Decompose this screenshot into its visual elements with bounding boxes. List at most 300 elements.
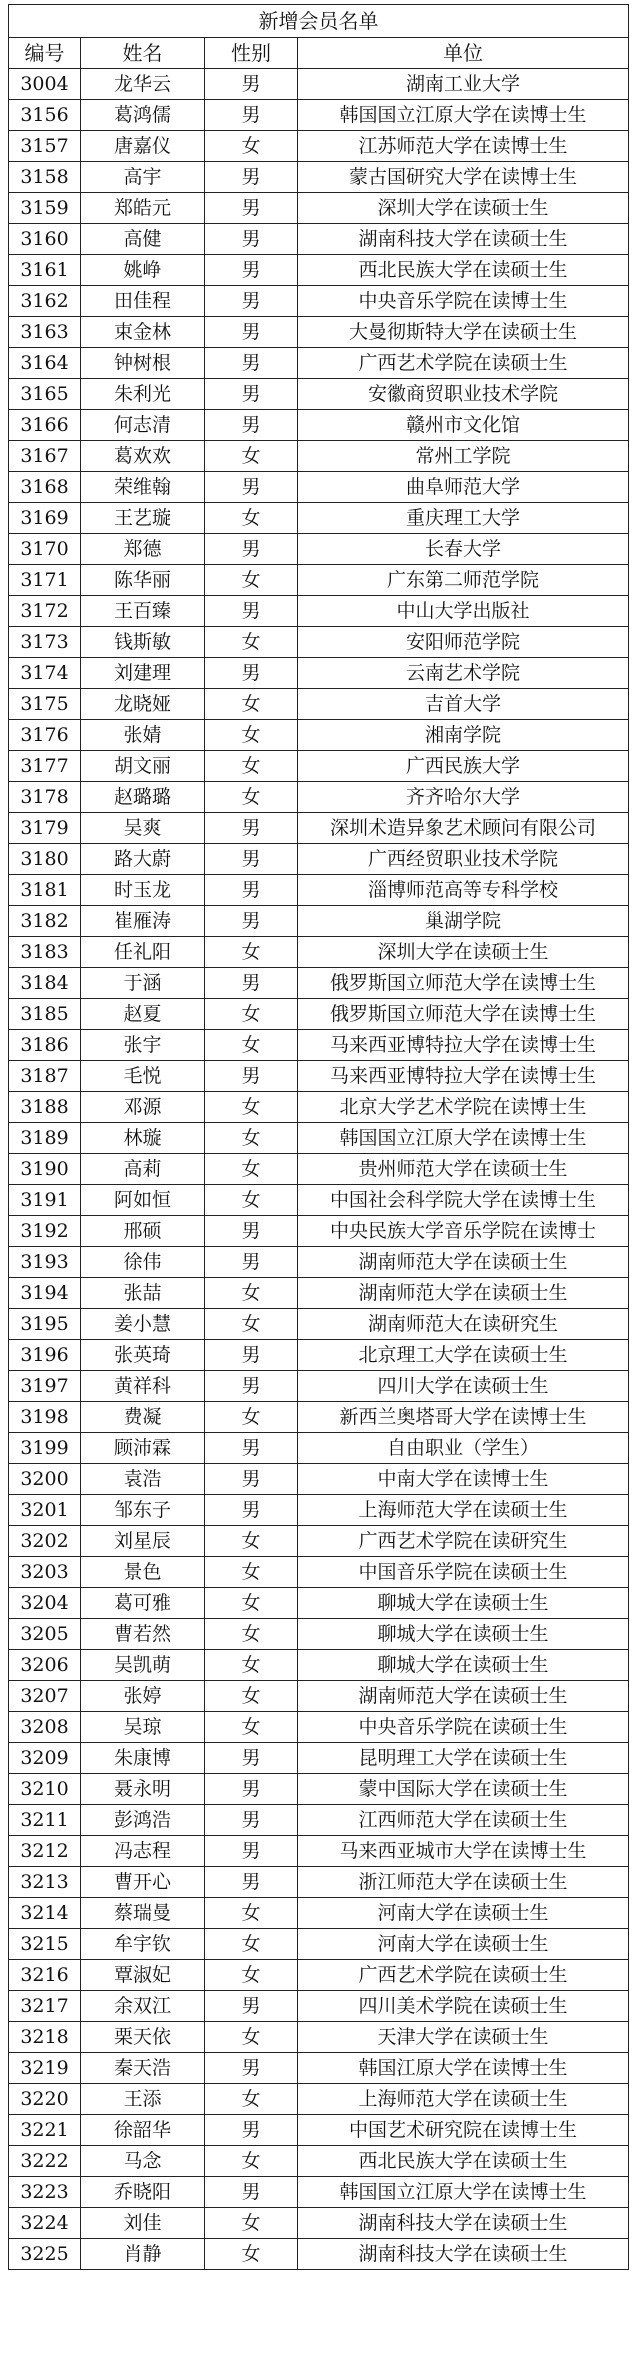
member-organization-cell: 江苏师范大学在读博士生 bbox=[298, 131, 629, 162]
table-row bbox=[9, 1743, 629, 1774]
member-number-cell: 3180 bbox=[9, 844, 81, 875]
table-row bbox=[9, 1092, 629, 1123]
member-organization-cell: 北京理工大学在读硕士生 bbox=[298, 1340, 629, 1371]
member-number-cell: 3166 bbox=[9, 410, 81, 441]
member-name-cell: 邹东子 bbox=[81, 1495, 205, 1526]
member-number-cell: 3181 bbox=[9, 875, 81, 906]
member-organization-cell: 上海师范大学在读硕士生 bbox=[298, 2084, 629, 2115]
member-organization-cell: 深圳术造异象艺术顾问有限公司 bbox=[298, 813, 629, 844]
member-number-cell: 3170 bbox=[9, 534, 81, 565]
member-name-cell: 张婷 bbox=[81, 1681, 205, 1712]
member-organization-cell: 马来西亚博特拉大学在读博士生 bbox=[298, 1061, 629, 1092]
member-name-cell: 龙晓娅 bbox=[81, 689, 205, 720]
member-name-cell: 姜小慧 bbox=[81, 1309, 205, 1340]
member-number-cell: 3203 bbox=[9, 1557, 81, 1588]
table-row bbox=[9, 999, 629, 1030]
table-row bbox=[9, 1650, 629, 1681]
table-row bbox=[9, 658, 629, 689]
member-gender-cell: 女 bbox=[205, 1619, 298, 1650]
member-organization-cell: 昆明理工大学在读硕士生 bbox=[298, 1743, 629, 1774]
member-name-cell: 邢硕 bbox=[81, 1216, 205, 1247]
member-gender-cell: 男 bbox=[205, 906, 298, 937]
member-organization-cell: 西北民族大学在读硕士生 bbox=[298, 2146, 629, 2177]
member-organization-cell: 浙江师范大学在读硕士生 bbox=[298, 1867, 629, 1898]
member-gender-cell: 男 bbox=[205, 1216, 298, 1247]
member-number-cell: 3172 bbox=[9, 596, 81, 627]
member-gender-cell: 男 bbox=[205, 1371, 298, 1402]
member-number-cell: 3187 bbox=[9, 1061, 81, 1092]
member-name-cell: 田佳程 bbox=[81, 286, 205, 317]
member-name-cell: 黄祥科 bbox=[81, 1371, 205, 1402]
member-number-cell: 3202 bbox=[9, 1526, 81, 1557]
table-row bbox=[9, 348, 629, 379]
member-organization-cell: 广西艺术学院在读研究生 bbox=[298, 1526, 629, 1557]
member-number-cell: 3215 bbox=[9, 1929, 81, 1960]
member-name-cell: 乔晓阳 bbox=[81, 2177, 205, 2208]
member-table bbox=[8, 4, 629, 2270]
member-number-cell: 3159 bbox=[9, 193, 81, 224]
member-gender-cell: 女 bbox=[205, 999, 298, 1030]
member-name-cell: 栗天依 bbox=[81, 2022, 205, 2053]
member-gender-cell: 女 bbox=[205, 1650, 298, 1681]
member-number-cell: 3167 bbox=[9, 441, 81, 472]
member-gender-cell: 女 bbox=[205, 1588, 298, 1619]
member-organization-cell: 江西师范大学在读硕士生 bbox=[298, 1805, 629, 1836]
member-name-cell: 王百臻 bbox=[81, 596, 205, 627]
table-row bbox=[9, 1991, 629, 2022]
member-name-cell: 费凝 bbox=[81, 1402, 205, 1433]
member-number-cell: 3179 bbox=[9, 813, 81, 844]
member-gender-cell: 女 bbox=[205, 1154, 298, 1185]
table-row bbox=[9, 1588, 629, 1619]
member-number-cell: 3161 bbox=[9, 255, 81, 286]
member-organization-cell: 淄博师范高等专科学校 bbox=[298, 875, 629, 906]
table-row bbox=[9, 1526, 629, 1557]
member-name-cell: 路大蔚 bbox=[81, 844, 205, 875]
member-organization-cell: 中央音乐学院在读硕士生 bbox=[298, 1712, 629, 1743]
table-row bbox=[9, 2084, 629, 2115]
member-gender-cell: 女 bbox=[205, 2084, 298, 2115]
member-gender-cell: 女 bbox=[205, 1092, 298, 1123]
member-name-cell: 吴爽 bbox=[81, 813, 205, 844]
table-row bbox=[9, 875, 629, 906]
member-organization-cell: 齐齐哈尔大学 bbox=[298, 782, 629, 813]
member-organization-cell: 俄罗斯国立师范大学在读博士生 bbox=[298, 999, 629, 1030]
member-gender-cell: 女 bbox=[205, 1030, 298, 1061]
member-organization-cell: 常州工学院 bbox=[298, 441, 629, 472]
member-number-cell: 3158 bbox=[9, 162, 81, 193]
table-row bbox=[9, 1185, 629, 1216]
header-row bbox=[9, 38, 629, 69]
member-name-cell: 刘佳 bbox=[81, 2208, 205, 2239]
member-name-cell: 景色 bbox=[81, 1557, 205, 1588]
member-gender-cell: 男 bbox=[205, 1464, 298, 1495]
table-row bbox=[9, 1495, 629, 1526]
member-gender-cell: 男 bbox=[205, 100, 298, 131]
table-row bbox=[9, 1340, 629, 1371]
member-name-cell: 吴凯萌 bbox=[81, 1650, 205, 1681]
member-name-cell: 郑皓元 bbox=[81, 193, 205, 224]
member-name-cell: 彭鸿浩 bbox=[81, 1805, 205, 1836]
member-name-cell: 刘星辰 bbox=[81, 1526, 205, 1557]
member-number-cell: 3201 bbox=[9, 1495, 81, 1526]
member-organization-cell: 天津大学在读硕士生 bbox=[298, 2022, 629, 2053]
member-number-cell: 3164 bbox=[9, 348, 81, 379]
member-number-cell: 3183 bbox=[9, 937, 81, 968]
member-organization-cell: 新西兰奥塔哥大学在读博士生 bbox=[298, 1402, 629, 1433]
member-number-cell: 3171 bbox=[9, 565, 81, 596]
table-row bbox=[9, 100, 629, 131]
member-organization-cell: 曲阜师范大学 bbox=[298, 472, 629, 503]
table-row bbox=[9, 286, 629, 317]
member-organization-cell: 中央民族大学音乐学院在读博士 bbox=[298, 1216, 629, 1247]
member-number-cell: 3211 bbox=[9, 1805, 81, 1836]
member-gender-cell: 女 bbox=[205, 565, 298, 596]
member-organization-cell: 湖南科技大学在读硕士生 bbox=[298, 2239, 629, 2270]
member-name-cell: 高莉 bbox=[81, 1154, 205, 1185]
member-number-cell: 3178 bbox=[9, 782, 81, 813]
member-gender-cell: 女 bbox=[205, 627, 298, 658]
member-number-cell: 3205 bbox=[9, 1619, 81, 1650]
member-organization-cell: 中国社会科学院大学在读博士生 bbox=[298, 1185, 629, 1216]
member-number-cell: 3223 bbox=[9, 2177, 81, 2208]
member-name-cell: 王添 bbox=[81, 2084, 205, 2115]
member-number-cell: 3176 bbox=[9, 720, 81, 751]
member-name-cell: 覃淑妃 bbox=[81, 1960, 205, 1991]
member-name-cell: 崔雁涛 bbox=[81, 906, 205, 937]
member-number-cell: 3225 bbox=[9, 2239, 81, 2270]
member-gender-cell: 女 bbox=[205, 1123, 298, 1154]
member-organization-cell: 重庆理工大学 bbox=[298, 503, 629, 534]
member-gender-cell: 男 bbox=[205, 162, 298, 193]
member-gender-cell: 女 bbox=[205, 1929, 298, 1960]
member-organization-cell: 云南艺术学院 bbox=[298, 658, 629, 689]
table-row bbox=[9, 844, 629, 875]
member-organization-cell: 上海师范大学在读硕士生 bbox=[298, 1495, 629, 1526]
member-name-cell: 林璇 bbox=[81, 1123, 205, 1154]
member-name-cell: 钱斯敏 bbox=[81, 627, 205, 658]
member-organization-cell: 湖南师范大学在读硕士生 bbox=[298, 1247, 629, 1278]
member-gender-cell: 男 bbox=[205, 596, 298, 627]
member-number-cell: 3185 bbox=[9, 999, 81, 1030]
member-rows bbox=[9, 69, 629, 2270]
table-row bbox=[9, 906, 629, 937]
member-gender-cell: 女 bbox=[205, 1278, 298, 1309]
member-number-cell: 3168 bbox=[9, 472, 81, 503]
member-name-cell: 聂永明 bbox=[81, 1774, 205, 1805]
member-number-cell: 3190 bbox=[9, 1154, 81, 1185]
member-number-cell: 3193 bbox=[9, 1247, 81, 1278]
table-row bbox=[9, 813, 629, 844]
member-organization-cell: 广西艺术学院在读硕士生 bbox=[298, 1960, 629, 1991]
member-name-cell: 余双江 bbox=[81, 1991, 205, 2022]
member-number-cell: 3216 bbox=[9, 1960, 81, 1991]
member-gender-cell: 女 bbox=[205, 2146, 298, 2177]
header-gender: 性别 bbox=[205, 38, 298, 69]
member-gender-cell: 男 bbox=[205, 286, 298, 317]
member-name-cell: 荣维翰 bbox=[81, 472, 205, 503]
member-number-cell: 3222 bbox=[9, 2146, 81, 2177]
member-organization-cell: 河南大学在读硕士生 bbox=[298, 1898, 629, 1929]
header-organization: 单位 bbox=[298, 38, 629, 69]
member-name-cell: 张喆 bbox=[81, 1278, 205, 1309]
member-name-cell: 顾沛霖 bbox=[81, 1433, 205, 1464]
member-organization-cell: 湖南科技大学在读硕士生 bbox=[298, 2208, 629, 2239]
member-number-cell: 3212 bbox=[9, 1836, 81, 1867]
member-gender-cell: 女 bbox=[205, 131, 298, 162]
member-number-cell: 3165 bbox=[9, 379, 81, 410]
member-name-cell: 蔡瑞曼 bbox=[81, 1898, 205, 1929]
table-row bbox=[9, 565, 629, 596]
member-name-cell: 高健 bbox=[81, 224, 205, 255]
member-number-cell: 3199 bbox=[9, 1433, 81, 1464]
member-name-cell: 朱康博 bbox=[81, 1743, 205, 1774]
member-organization-cell: 聊城大学在读硕士生 bbox=[298, 1650, 629, 1681]
table-row bbox=[9, 1433, 629, 1464]
member-gender-cell: 男 bbox=[205, 1836, 298, 1867]
member-name-cell: 赵璐璐 bbox=[81, 782, 205, 813]
member-number-cell: 3163 bbox=[9, 317, 81, 348]
member-number-cell: 3197 bbox=[9, 1371, 81, 1402]
member-organization-cell: 长春大学 bbox=[298, 534, 629, 565]
member-name-cell: 牟宇钦 bbox=[81, 1929, 205, 1960]
member-list-sheet bbox=[8, 4, 628, 2270]
member-gender-cell: 女 bbox=[205, 503, 298, 534]
table-row bbox=[9, 503, 629, 534]
member-gender-cell: 男 bbox=[205, 2177, 298, 2208]
member-organization-cell: 聊城大学在读硕士生 bbox=[298, 1619, 629, 1650]
table-row bbox=[9, 2053, 629, 2084]
member-gender-cell: 女 bbox=[205, 1185, 298, 1216]
member-name-cell: 阿如恒 bbox=[81, 1185, 205, 1216]
table-row bbox=[9, 162, 629, 193]
table-row bbox=[9, 1154, 629, 1185]
table-row bbox=[9, 2115, 629, 2146]
member-gender-cell: 男 bbox=[205, 317, 298, 348]
table-row bbox=[9, 69, 629, 100]
member-gender-cell: 男 bbox=[205, 1247, 298, 1278]
member-number-cell: 3173 bbox=[9, 627, 81, 658]
member-organization-cell: 深圳大学在读硕士生 bbox=[298, 193, 629, 224]
member-number-cell: 3219 bbox=[9, 2053, 81, 2084]
member-gender-cell: 男 bbox=[205, 1991, 298, 2022]
table-row bbox=[9, 1309, 629, 1340]
table-row bbox=[9, 441, 629, 472]
header-name: 姓名 bbox=[81, 38, 205, 69]
member-gender-cell: 女 bbox=[205, 1402, 298, 1433]
member-name-cell: 肖静 bbox=[81, 2239, 205, 2270]
table-row bbox=[9, 937, 629, 968]
member-organization-cell: 安阳师范学院 bbox=[298, 627, 629, 658]
member-number-cell: 3200 bbox=[9, 1464, 81, 1495]
member-gender-cell: 女 bbox=[205, 751, 298, 782]
member-number-cell: 3156 bbox=[9, 100, 81, 131]
member-organization-cell: 河南大学在读硕士生 bbox=[298, 1929, 629, 1960]
member-organization-cell: 湖南师范大在读研究生 bbox=[298, 1309, 629, 1340]
member-organization-cell: 赣州市文化馆 bbox=[298, 410, 629, 441]
member-name-cell: 唐嘉仪 bbox=[81, 131, 205, 162]
member-gender-cell: 男 bbox=[205, 1867, 298, 1898]
member-number-cell: 3157 bbox=[9, 131, 81, 162]
member-organization-cell: 湖南科技大学在读硕士生 bbox=[298, 224, 629, 255]
member-gender-cell: 女 bbox=[205, 2022, 298, 2053]
member-gender-cell: 男 bbox=[205, 875, 298, 906]
table-row bbox=[9, 193, 629, 224]
table-row bbox=[9, 2022, 629, 2053]
table-row bbox=[9, 751, 629, 782]
table-row bbox=[9, 255, 629, 286]
table-row bbox=[9, 2208, 629, 2239]
table-row bbox=[9, 2239, 629, 2270]
member-organization-cell: 大曼彻斯特大学在读硕士生 bbox=[298, 317, 629, 348]
member-number-cell: 3186 bbox=[9, 1030, 81, 1061]
member-name-cell: 吴琼 bbox=[81, 1712, 205, 1743]
member-organization-cell: 巢湖学院 bbox=[298, 906, 629, 937]
member-gender-cell: 女 bbox=[205, 782, 298, 813]
member-gender-cell: 男 bbox=[205, 968, 298, 999]
member-organization-cell: 湘南学院 bbox=[298, 720, 629, 751]
table-row bbox=[9, 1464, 629, 1495]
member-gender-cell: 男 bbox=[205, 255, 298, 286]
member-organization-cell: 韩国江原大学在读博士生 bbox=[298, 2053, 629, 2084]
member-gender-cell: 男 bbox=[205, 1774, 298, 1805]
member-name-cell: 朱利光 bbox=[81, 379, 205, 410]
member-name-cell: 曹若然 bbox=[81, 1619, 205, 1650]
member-number-cell: 3191 bbox=[9, 1185, 81, 1216]
member-number-cell: 3188 bbox=[9, 1092, 81, 1123]
header-number: 编号 bbox=[9, 38, 81, 69]
member-name-cell: 胡文丽 bbox=[81, 751, 205, 782]
table-title: 新增会员名单 bbox=[9, 5, 629, 38]
table-row bbox=[9, 1619, 629, 1650]
table-row bbox=[9, 1216, 629, 1247]
table-row bbox=[9, 1712, 629, 1743]
member-gender-cell: 女 bbox=[205, 1960, 298, 1991]
table-row bbox=[9, 968, 629, 999]
member-number-cell: 3177 bbox=[9, 751, 81, 782]
member-name-cell: 张英琦 bbox=[81, 1340, 205, 1371]
member-organization-cell: 俄罗斯国立师范大学在读博士生 bbox=[298, 968, 629, 999]
member-name-cell: 时玉龙 bbox=[81, 875, 205, 906]
table-row bbox=[9, 1774, 629, 1805]
member-organization-cell: 四川美术学院在读硕士生 bbox=[298, 1991, 629, 2022]
member-name-cell: 赵夏 bbox=[81, 999, 205, 1030]
member-number-cell: 3209 bbox=[9, 1743, 81, 1774]
member-organization-cell: 西北民族大学在读硕士生 bbox=[298, 255, 629, 286]
table-row bbox=[9, 1123, 629, 1154]
table-row bbox=[9, 1929, 629, 1960]
member-gender-cell: 男 bbox=[205, 379, 298, 410]
member-name-cell: 曹开心 bbox=[81, 1867, 205, 1898]
member-organization-cell: 蒙古国研究大学在读博士生 bbox=[298, 162, 629, 193]
member-number-cell: 3214 bbox=[9, 1898, 81, 1929]
title-row bbox=[9, 5, 629, 38]
table-row bbox=[9, 410, 629, 441]
member-number-cell: 3192 bbox=[9, 1216, 81, 1247]
member-organization-cell: 中国音乐学院在读硕士生 bbox=[298, 1557, 629, 1588]
member-name-cell: 葛鸿儒 bbox=[81, 100, 205, 131]
member-gender-cell: 女 bbox=[205, 1681, 298, 1712]
member-gender-cell: 女 bbox=[205, 2239, 298, 2270]
member-organization-cell: 马来西亚城市大学在读博士生 bbox=[298, 1836, 629, 1867]
member-number-cell: 3174 bbox=[9, 658, 81, 689]
table-row bbox=[9, 1371, 629, 1402]
table-row bbox=[9, 2177, 629, 2208]
member-organization-cell: 湖南师范大学在读硕士生 bbox=[298, 1681, 629, 1712]
member-organization-cell: 广西经贸职业技术学院 bbox=[298, 844, 629, 875]
member-gender-cell: 女 bbox=[205, 2208, 298, 2239]
member-number-cell: 3184 bbox=[9, 968, 81, 999]
member-name-cell: 张宇 bbox=[81, 1030, 205, 1061]
table-row bbox=[9, 534, 629, 565]
member-name-cell: 毛悦 bbox=[81, 1061, 205, 1092]
table-row bbox=[9, 1805, 629, 1836]
member-name-cell: 冯志程 bbox=[81, 1836, 205, 1867]
member-number-cell: 3194 bbox=[9, 1278, 81, 1309]
member-name-cell: 于涵 bbox=[81, 968, 205, 999]
table-row bbox=[9, 224, 629, 255]
member-number-cell: 3213 bbox=[9, 1867, 81, 1898]
member-number-cell: 3204 bbox=[9, 1588, 81, 1619]
member-number-cell: 3196 bbox=[9, 1340, 81, 1371]
member-gender-cell: 男 bbox=[205, 844, 298, 875]
member-organization-cell: 韩国国立江原大学在读博士生 bbox=[298, 100, 629, 131]
member-organization-cell: 广西艺术学院在读硕士生 bbox=[298, 348, 629, 379]
member-gender-cell: 男 bbox=[205, 1743, 298, 1774]
member-gender-cell: 女 bbox=[205, 1309, 298, 1340]
member-organization-cell: 韩国国立江原大学在读博士生 bbox=[298, 1123, 629, 1154]
member-gender-cell: 男 bbox=[205, 472, 298, 503]
member-gender-cell: 男 bbox=[205, 69, 298, 100]
member-number-cell: 3224 bbox=[9, 2208, 81, 2239]
table-row bbox=[9, 627, 629, 658]
table-row bbox=[9, 782, 629, 813]
member-gender-cell: 女 bbox=[205, 1526, 298, 1557]
table-row bbox=[9, 472, 629, 503]
member-name-cell: 徐韶华 bbox=[81, 2115, 205, 2146]
table-row bbox=[9, 1681, 629, 1712]
member-gender-cell: 女 bbox=[205, 720, 298, 751]
member-number-cell: 3217 bbox=[9, 1991, 81, 2022]
member-number-cell: 3189 bbox=[9, 1123, 81, 1154]
member-number-cell: 3208 bbox=[9, 1712, 81, 1743]
member-number-cell: 3160 bbox=[9, 224, 81, 255]
member-gender-cell: 男 bbox=[205, 2115, 298, 2146]
member-number-cell: 3206 bbox=[9, 1650, 81, 1681]
member-organization-cell: 中山大学出版社 bbox=[298, 596, 629, 627]
member-number-cell: 3198 bbox=[9, 1402, 81, 1433]
member-organization-cell: 安徽商贸职业技术学院 bbox=[298, 379, 629, 410]
member-name-cell: 葛欢欢 bbox=[81, 441, 205, 472]
member-organization-cell: 吉首大学 bbox=[298, 689, 629, 720]
member-name-cell: 袁浩 bbox=[81, 1464, 205, 1495]
member-organization-cell: 广东第二师范学院 bbox=[298, 565, 629, 596]
member-organization-cell: 中央音乐学院在读博士生 bbox=[298, 286, 629, 317]
member-organization-cell: 马来西亚博特拉大学在读博士生 bbox=[298, 1030, 629, 1061]
member-name-cell: 姚峥 bbox=[81, 255, 205, 286]
member-gender-cell: 女 bbox=[205, 441, 298, 472]
member-name-cell: 马念 bbox=[81, 2146, 205, 2177]
member-gender-cell: 女 bbox=[205, 1898, 298, 1929]
member-number-cell: 3218 bbox=[9, 2022, 81, 2053]
member-organization-cell: 贵州师范大学在读硕士生 bbox=[298, 1154, 629, 1185]
table-row bbox=[9, 2146, 629, 2177]
member-gender-cell: 女 bbox=[205, 1712, 298, 1743]
table-row bbox=[9, 1960, 629, 1991]
member-gender-cell: 男 bbox=[205, 1805, 298, 1836]
member-name-cell: 何志清 bbox=[81, 410, 205, 441]
member-name-cell: 高宇 bbox=[81, 162, 205, 193]
